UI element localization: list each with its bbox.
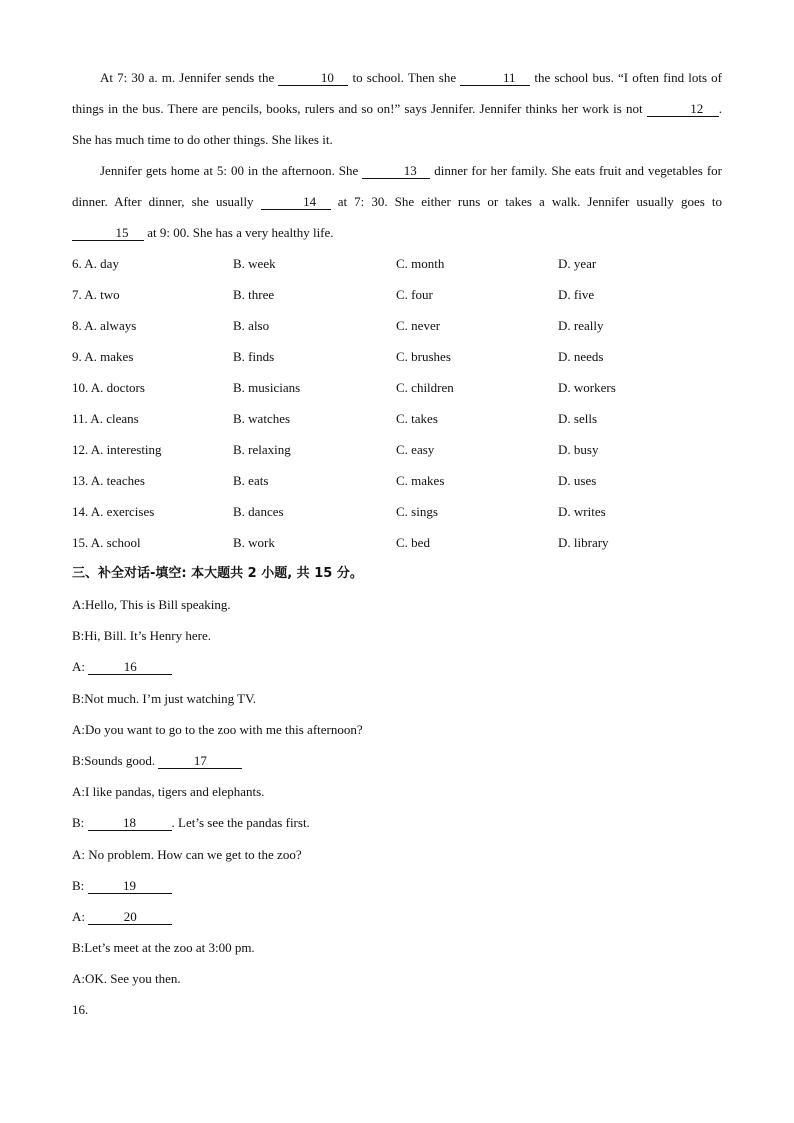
- dialogue-line: [72, 932, 722, 963]
- option-c: C. makes: [396, 473, 445, 488]
- option-row: [72, 403, 722, 434]
- dialogue-text: B:Let’s meet at the zoo at 3:00 pm.: [72, 940, 255, 956]
- dialogue-line: [72, 683, 722, 714]
- dialogue-text: 16.: [72, 1002, 89, 1018]
- dialogue-text: A: No problem. How can we get to the zoo?: [72, 846, 302, 862]
- passage-text: Jennifer gets home at 5: 00 in the afternoon. She: [100, 163, 363, 178]
- dialogue-text: B:Not much. I’m just watching TV.: [72, 690, 257, 706]
- option-row: [72, 496, 722, 527]
- blank-16: 16: [88, 659, 172, 675]
- option-d: D. uses: [558, 473, 597, 488]
- option-row: [72, 279, 722, 310]
- dialogue-text: . Let’s see the pandas first.: [171, 815, 310, 831]
- option-d: D. workers: [558, 380, 616, 395]
- option-c: C. children: [396, 380, 454, 395]
- passage-text: at 7: 30. She either runs or takes a walk. Jennifer usually goes to: [330, 194, 722, 209]
- passage-text: At 7: 30 a. m. Jennifer sends the: [100, 70, 279, 85]
- blank-15: 15: [72, 225, 144, 241]
- passage-text: to school. Then she: [348, 70, 461, 85]
- option-a: 15. A. school: [72, 535, 141, 550]
- dialogue-text: B:Sounds good.: [72, 752, 159, 768]
- blank-19: 19: [88, 878, 172, 894]
- option-c: C. takes: [396, 411, 438, 426]
- option-row: [72, 527, 722, 558]
- option-d: D. five: [558, 287, 595, 302]
- passage-text: the school bus. “I often find lots of things in the bus. There are pencils, books, rulers and so on!” says Jennifer. Jennifer thinks her work is not: [72, 70, 722, 116]
- option-b: B. three: [233, 287, 275, 302]
- passage-paragraph-2: [72, 155, 722, 248]
- blank-11: 11: [460, 70, 530, 86]
- dialogue-line: [72, 776, 722, 807]
- dialogue-text: A:: [72, 659, 89, 675]
- option-c: C. brushes: [396, 349, 451, 364]
- passage-text: . She has much time to do other things. She likes it.: [72, 101, 722, 147]
- option-d: D. busy: [558, 442, 599, 457]
- option-b: B. eats: [233, 473, 269, 488]
- blank-12: 12: [647, 101, 719, 117]
- option-d: D. year: [558, 256, 597, 271]
- dialogue-text: B:: [72, 877, 88, 893]
- blank-17: 17: [158, 753, 242, 769]
- option-row: [72, 341, 722, 372]
- dialogue-text: A:I like pandas, tigers and elephants.: [72, 784, 265, 800]
- option-b: B. dances: [233, 504, 284, 519]
- option-a: 13. A. teaches: [72, 473, 145, 488]
- section-heading: 三、补全对话-填空: 本大题共 2 小题, 共 15 分。: [72, 566, 363, 581]
- option-b: B. work: [233, 535, 275, 550]
- blank-18: 18: [88, 815, 172, 831]
- dialogue-text: A:Do you want to go to the zoo with me this afternoon?: [72, 721, 363, 737]
- dialogue-text: A:Hello, This is Bill speaking.: [72, 597, 231, 612]
- passage-text: dinner for her family. She eats fruit and vegetables for dinner. After dinner, she usually: [72, 163, 722, 209]
- option-a: 11. A. cleans: [72, 411, 139, 426]
- option-a: 10. A. doctors: [72, 380, 145, 395]
- option-b: B. finds: [233, 349, 275, 364]
- option-a: 14. A. exercises: [72, 504, 155, 519]
- option-row: [72, 310, 722, 341]
- dialogue-line: [72, 870, 722, 901]
- option-b: B. also: [233, 318, 270, 333]
- dialogue-text: A:: [72, 908, 89, 924]
- blank-14: 14: [261, 194, 331, 210]
- dialogue-line: [72, 589, 722, 620]
- options-table: [72, 248, 722, 558]
- option-row: [72, 465, 722, 496]
- dialogue-line: [72, 620, 722, 651]
- dialogue-line: [72, 901, 722, 932]
- option-b: B. week: [233, 256, 276, 271]
- answer-number: [72, 994, 722, 1025]
- option-d: D. needs: [558, 349, 604, 364]
- dialogue-line: [72, 745, 722, 776]
- option-b: B. watches: [233, 411, 291, 426]
- option-a: 8. A. always: [72, 318, 137, 333]
- option-row: [72, 248, 722, 279]
- blank-20: 20: [88, 909, 172, 925]
- option-a: 7. A. two: [72, 287, 120, 302]
- option-row: [72, 434, 722, 465]
- dialogue-line: [72, 651, 722, 682]
- option-row: [72, 372, 722, 403]
- option-c: C. easy: [396, 442, 435, 457]
- option-c: C. never: [396, 318, 441, 333]
- option-c: C. sings: [396, 504, 438, 519]
- option-c: C. four: [396, 287, 433, 302]
- option-a: 9. A. makes: [72, 349, 134, 364]
- blank-10: 10: [278, 70, 348, 86]
- dialogue: [72, 589, 722, 1026]
- option-b: B. musicians: [233, 380, 301, 395]
- dialogue-line: [72, 963, 722, 994]
- passage-text: at 9: 00. She has a very healthy life.: [144, 225, 334, 240]
- option-d: D. writes: [558, 504, 606, 519]
- blank-13: 13: [362, 163, 430, 179]
- dialogue-line: [72, 839, 722, 870]
- option-c: C. bed: [396, 535, 430, 550]
- passage-paragraph-1: [72, 62, 722, 155]
- dialogue-text: A:OK. See you then.: [72, 971, 181, 987]
- option-a: 12. A. interesting: [72, 442, 162, 457]
- dialogue-line: [72, 807, 722, 838]
- document-page: [72, 62, 722, 1026]
- dialogue-line: [72, 714, 722, 745]
- dialogue-text: B:Hi, Bill. It’s Henry here.: [72, 628, 212, 644]
- option-d: D. sells: [558, 411, 597, 426]
- option-b: B. relaxing: [233, 442, 291, 457]
- option-d: D. really: [558, 318, 604, 333]
- option-a: 6. A. day: [72, 256, 119, 271]
- option-c: C. month: [396, 256, 445, 271]
- option-d: D. library: [558, 535, 609, 550]
- dialogue-text: B:: [72, 815, 88, 831]
